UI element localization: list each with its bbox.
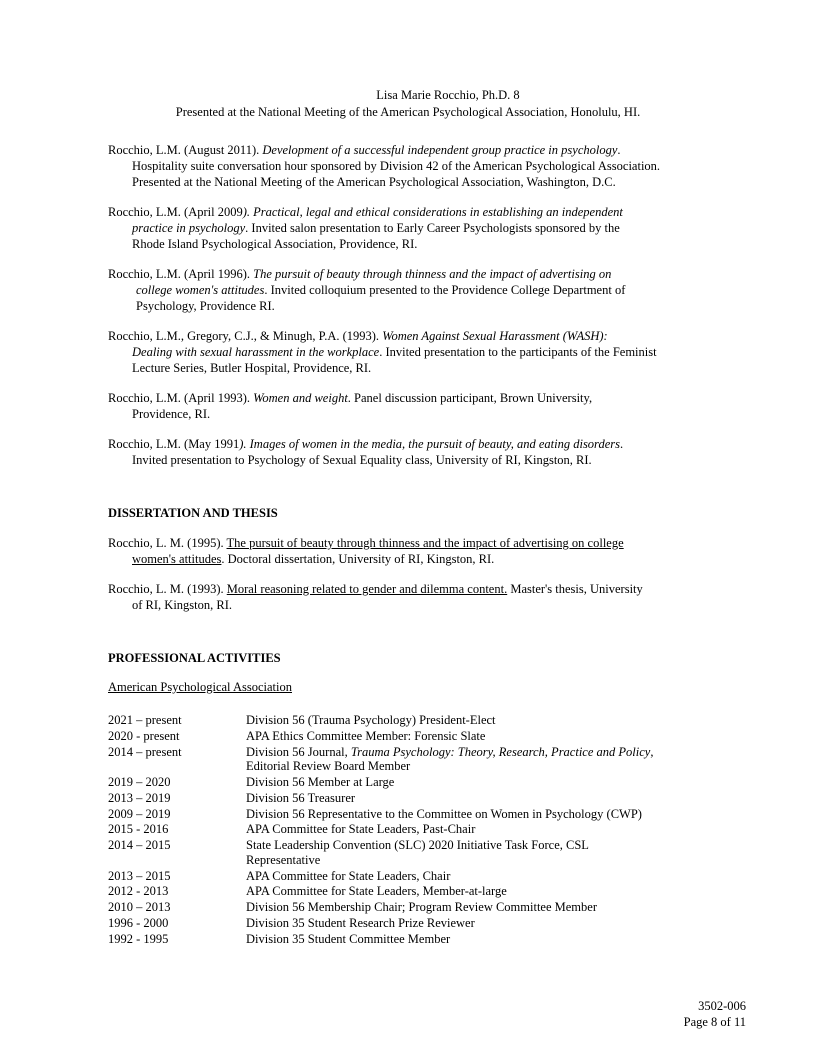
activity-description-line2: Representative xyxy=(246,852,321,867)
activity-description xyxy=(246,838,708,869)
citation-line3: Lecture Series, Butler Hospital, Providence, RI. xyxy=(132,361,372,375)
activity-description: Division 56 (Trauma Psychology) President-Elect xyxy=(246,713,496,727)
citation-line3: Psychology, Providence RI. xyxy=(136,299,275,313)
activity-description: Division 56 Representative to the Committee on Women in Psychology (CWP) xyxy=(246,806,642,821)
activity-description xyxy=(246,745,708,776)
activity-description: APA Committee for State Leaders, Chair xyxy=(246,868,451,883)
activity-description: Division 56 Member at Large xyxy=(246,775,395,789)
presentation-entry xyxy=(108,266,708,314)
footer-doc-id: 3502-006 xyxy=(698,998,746,1013)
citation-line2 xyxy=(108,220,708,236)
citation-lead: Rocchio, L.M., Gregory, C.J., & Minugh, P.A. (1993). xyxy=(108,329,380,343)
activity-description: Division 56 Membership Chair; Program Review Committee Member xyxy=(246,900,597,914)
document-header-name: Lisa Marie Rocchio, Ph.D. 8 xyxy=(376,88,520,102)
activity-period: 2014 – present xyxy=(108,744,182,759)
activity-description-pre: Division 56 Journal, xyxy=(246,744,348,759)
activity-period: 2019 – 2020 xyxy=(108,775,171,789)
activity-description: APA Committee for State Leaders, Member-at-large xyxy=(246,884,507,899)
citation-line2 xyxy=(108,344,708,360)
table-row xyxy=(108,869,708,885)
citation-title-cont: practice in psychology xyxy=(132,221,246,235)
table-row xyxy=(108,932,708,948)
citation-title: Development of a successful independent group practice in psychology xyxy=(262,143,618,157)
activity-description-italic: Trauma Psychology: Theory, Research, Practice and Policy xyxy=(350,744,651,759)
activity-period: 2013 – 2019 xyxy=(108,790,171,805)
table-row xyxy=(108,713,708,729)
section-title-dissertation: DISSERTATION AND THESIS xyxy=(108,506,278,520)
citation-line2-tail: . Invited colloquium presented to the Providence College Department of xyxy=(264,283,626,297)
activity-period: 2020 - present xyxy=(108,728,180,743)
citation-title-underlined: Moral reasoning related to gender and dilemma content. xyxy=(226,582,508,596)
citation-title: The pursuit of beauty through thinness and the impact of advertising on xyxy=(253,267,612,281)
citation-line2 xyxy=(108,282,708,298)
citation-lead: Rocchio, L.M. (April 1996). xyxy=(108,267,250,281)
activity-description: Division 56 Treasurer xyxy=(246,790,356,805)
table-row xyxy=(108,807,708,823)
table-row xyxy=(108,884,708,900)
citation-tail: Master's thesis, University xyxy=(507,582,643,596)
table-row xyxy=(108,916,708,932)
citation-title-cont: college women's attitudes xyxy=(136,283,265,297)
page-content xyxy=(108,88,708,947)
citation-title-underlined-cont: women's attitudes xyxy=(132,552,222,566)
table-row xyxy=(108,729,708,745)
activity-period: 2013 – 2015 xyxy=(108,868,171,883)
citation-title-cont: Dealing with sexual harassment in the workplace xyxy=(132,345,380,359)
activity-period: 1996 - 2000 xyxy=(108,915,169,930)
table-row xyxy=(108,745,708,776)
citation-lead: Rocchio, L.M. (May 1991 xyxy=(108,437,240,451)
section-title-professional-activities: PROFESSIONAL ACTIVITIES xyxy=(108,651,281,665)
subsection-apa: American Psychological Association xyxy=(108,680,292,694)
activity-description: APA Ethics Committee Member: Forensic Slate xyxy=(246,728,486,743)
citation-lead: Rocchio, L.M. (August 2011). xyxy=(108,143,260,157)
presentation-entry xyxy=(108,390,708,422)
document-header-presented: Presented at the National Meeting of the American Psychological Association, Honolulu, HI. xyxy=(175,105,641,119)
activity-description-line2: Editorial Review Board Member xyxy=(246,759,411,774)
citation-title: Women and weight xyxy=(253,391,348,405)
activity-description-line1: State Leadership Convention (SLC) 2020 Initiative Task Force, CSL xyxy=(246,838,589,852)
dissertation-entry xyxy=(108,581,708,613)
citation-lead: Rocchio, L.M. (April 2009 xyxy=(108,205,243,219)
citation-line2: Providence, RI. xyxy=(132,407,211,421)
table-row xyxy=(108,900,708,916)
citation-title-underlined: The pursuit of beauty through thinness and the impact of advertising on college xyxy=(226,536,624,550)
activity-description: Division 35 Student Research Prize Reviewer xyxy=(246,915,475,930)
citation-line2-tail: . Doctoral dissertation, University of RI, Kingston, RI. xyxy=(221,552,495,566)
table-row xyxy=(108,838,708,869)
table-row xyxy=(108,822,708,838)
presentation-entry xyxy=(108,142,708,190)
citation-line2: Invited presentation to Psychology of Sexual Equality class, University of RI, Kingston, RI. xyxy=(132,453,592,467)
citation-lead: Rocchio, L. M. (1993). xyxy=(108,582,224,596)
activity-period: 1992 - 1995 xyxy=(108,931,169,946)
citation-lead: Rocchio, L. M. (1995). xyxy=(108,536,224,550)
citation-title: ). Practical, legal and ethical considerations in establishing an independent xyxy=(242,205,623,219)
presentation-entry xyxy=(108,436,708,468)
footer-page-label: Page 8 of 11 xyxy=(683,1014,746,1029)
presentation-entry xyxy=(108,328,708,376)
activity-period: 2012 - 2013 xyxy=(108,884,169,899)
citation-lead: Rocchio, L.M. (April 1993). xyxy=(108,391,250,405)
dissertation-entry xyxy=(108,535,708,567)
citation-line2: Hospitality suite conversation hour sponsored by Division 42 of the American Psychological Association. xyxy=(132,159,661,173)
table-row xyxy=(108,791,708,807)
presentation-entry xyxy=(108,204,708,252)
citation-line2: of RI, Kingston, RI. xyxy=(132,598,232,612)
activity-period: 2014 – 2015 xyxy=(108,838,171,852)
citation-title: ). Images of women in the media, the pursuit of beauty, and eating disorders xyxy=(239,437,620,451)
activity-period: 2010 – 2013 xyxy=(108,900,171,914)
activity-description: APA Committee for State Leaders, Past-Chair xyxy=(246,822,476,837)
citation-line3: Presented at the National Meeting of the American Psychological Association, Washington, D.C. xyxy=(132,175,616,189)
page-footer xyxy=(684,998,746,1031)
table-row xyxy=(108,775,708,791)
activity-period: 2009 – 2019 xyxy=(108,806,171,821)
citation-tail: . xyxy=(617,143,621,157)
citation-line2 xyxy=(108,551,708,567)
citation-title: Women Against Sexual Harassment (WASH): xyxy=(382,329,608,343)
citation-line2-tail: . Invited salon presentation to Early Career Psychologists sponsored by the xyxy=(245,221,620,235)
activity-period: 2015 - 2016 xyxy=(108,822,169,837)
citation-tail: . xyxy=(619,437,624,451)
activity-period: 2021 – present xyxy=(108,713,182,727)
professional-activities-table xyxy=(108,713,708,947)
activity-description: Division 35 Student Committee Member xyxy=(246,931,451,946)
citation-line2-tail: . Invited presentation to the participants of the Feminist xyxy=(379,345,657,359)
citation-line3: Rhode Island Psychological Association, Providence, RI. xyxy=(132,237,418,251)
activity-description-post: , xyxy=(650,744,654,759)
citation-tail: . Panel discussion participant, Brown University, xyxy=(347,391,593,405)
